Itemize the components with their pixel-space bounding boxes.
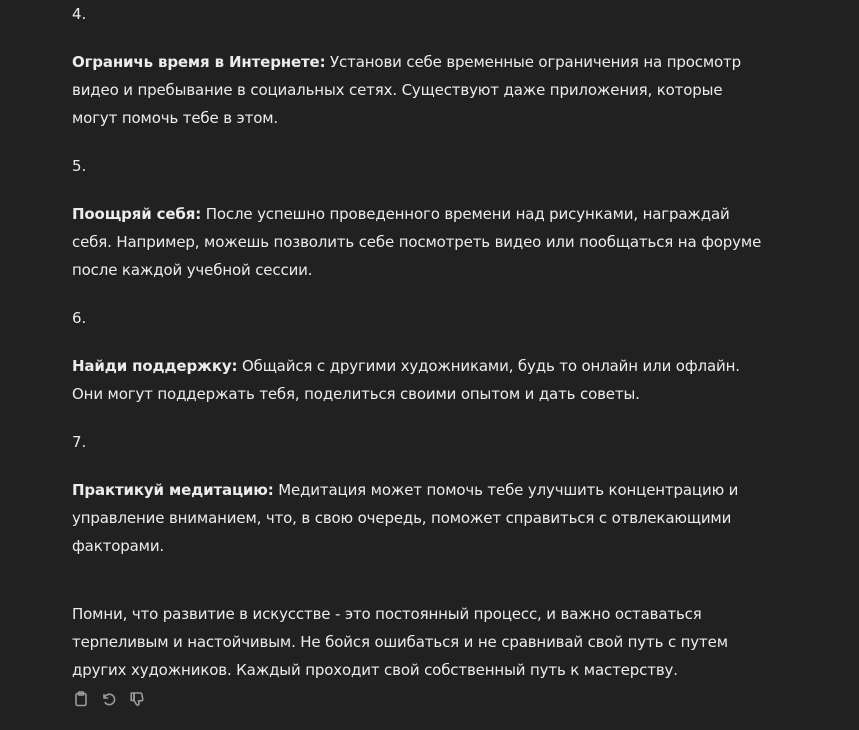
list-number: 4. — [72, 5, 87, 23]
list-item-title: Практикуй медитацию: — [72, 481, 274, 499]
regenerate-button[interactable] — [100, 690, 118, 708]
list-item — [72, 48, 772, 132]
list-number: 7. — [72, 433, 87, 451]
list-item-text: После успешно проведенного времени над рисунками, награждай себя. Например, можешь позволить себе посмотреть видео или пообщаться на форуме после каждой учебной сессии. — [72, 205, 762, 279]
list-item — [72, 352, 772, 408]
list-item — [72, 476, 772, 560]
list-item-title: Поощряй себя: — [72, 205, 202, 223]
refresh-icon — [101, 691, 117, 707]
list-number: 6. — [72, 309, 87, 327]
list-item-text: Медитация может помочь тебе улучшить концентрацию и управление вниманием, что, в свою очередь, поможет справиться с отвлекающими факторами. — [72, 481, 739, 555]
list-item-title: Найди поддержку: — [72, 357, 238, 375]
clipboard-icon — [73, 691, 89, 707]
list-item-text: Общайся с другими художниками, будь то онлайн или офлайн. Они могут поддержать тебя, поделиться своими опытом и дать советы. — [72, 357, 740, 403]
list-item-title: Ограничь время в Интернете: — [72, 53, 326, 71]
thumbs-down-icon — [129, 691, 145, 707]
dislike-button[interactable] — [128, 690, 146, 708]
assistant-message — [72, 0, 772, 684]
message-actions — [72, 690, 146, 708]
list-number: 5. — [72, 157, 87, 175]
copy-button[interactable] — [72, 690, 90, 708]
list-item — [72, 200, 772, 284]
closing-paragraph: Помни, что развитие в искусстве - это постоянный процесс, и важно оставаться терпеливым и настойчивым. Не бойся ошибаться и не сравнивай свой путь с путем других художников. Каждый проходит свой собственный путь к мастерству. — [72, 605, 728, 679]
list-item-text: Установи себе временные ограничения на просмотр видео и пребывание в социальных сетях. Существуют даже приложения, которые могут помочь тебе в этом. — [72, 53, 742, 127]
